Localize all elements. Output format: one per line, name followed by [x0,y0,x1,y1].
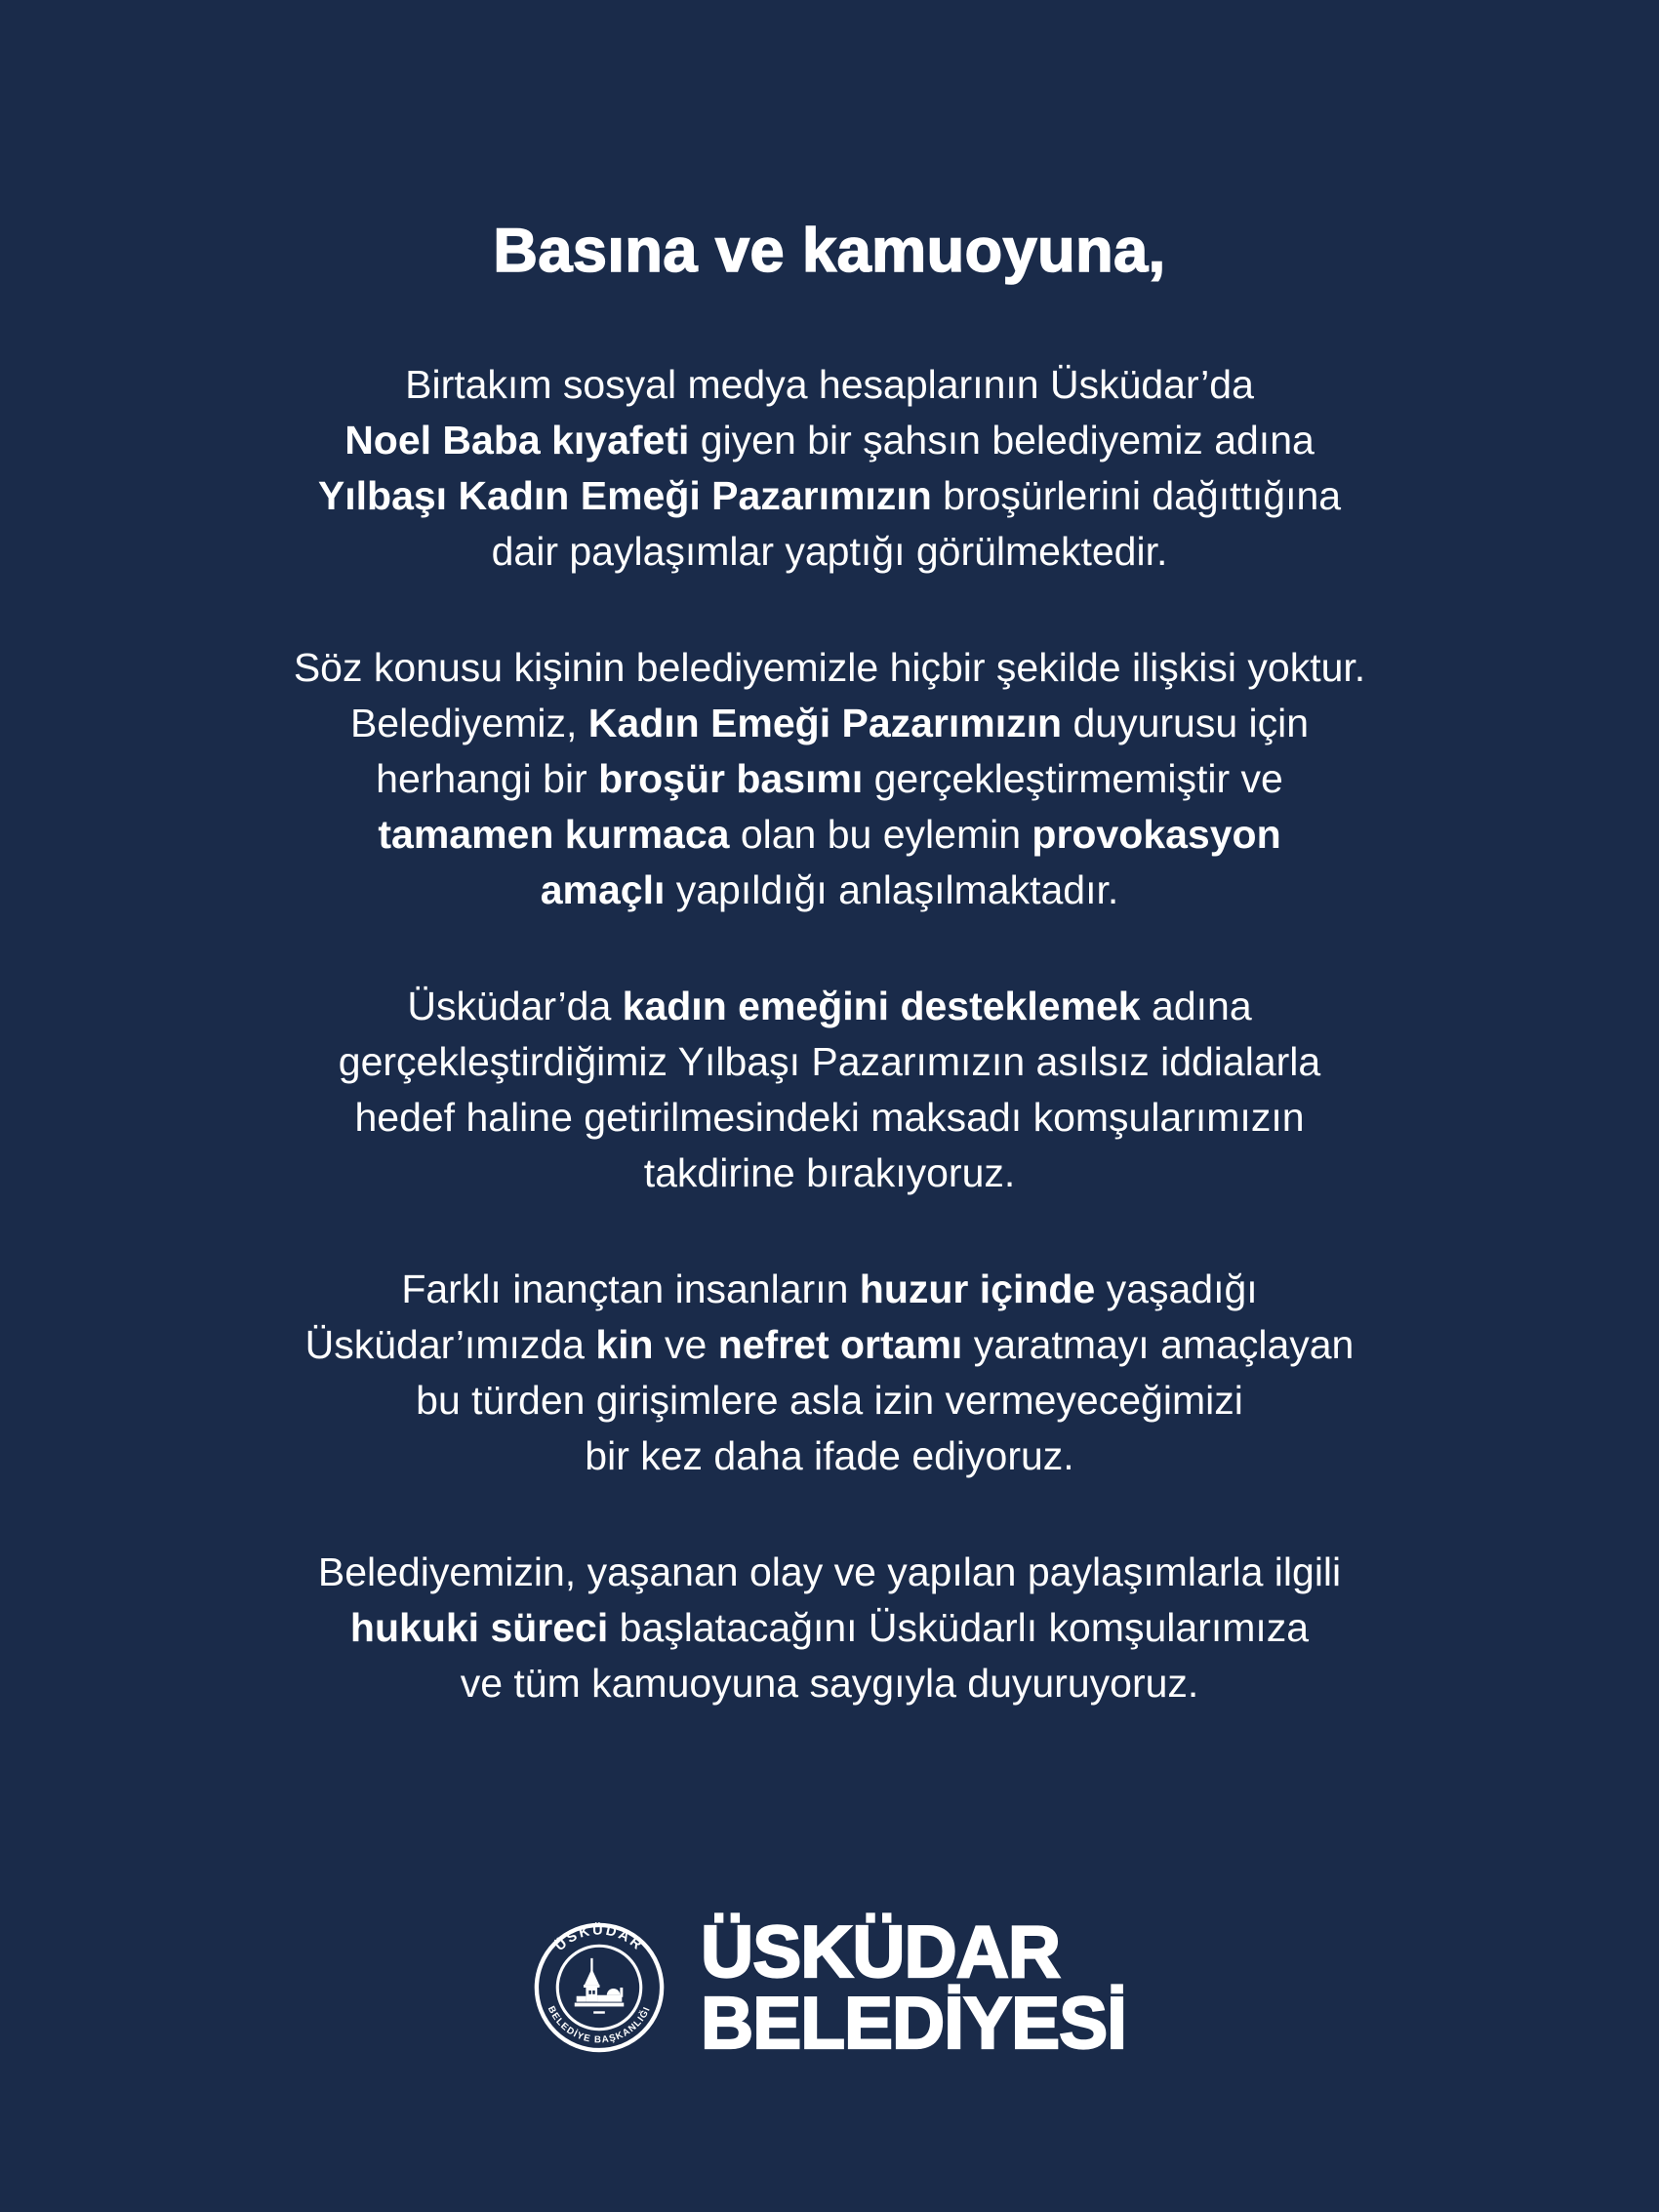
text-line: hedef haline getirilmesindeki maksadı komşularımızın [354,1095,1305,1140]
text-line: takdirine bırakıyoruz. [643,1150,1016,1195]
text-line: Noel Baba kıyafeti giyen bir şahsın belediyemiz adına [344,418,1315,463]
text-line: Birtakım sosyal medya hesaplarının Üsküdar’da [405,362,1254,407]
text-line: dair paylaşımlar yaptığı görülmektedir. [491,529,1168,574]
text-line: Farklı inançtan insanların huzur içinde yaşadığı [401,1267,1258,1311]
wordmark-line-2: BELEDİYESİ [701,1982,1126,2064]
emblem-top-arc-text: ÜSKÜDAR [551,1922,647,1954]
emblem-bottom-arc-text: BELEDİYE BAŞKANLIĞI [545,2004,654,2046]
text-line: Üsküdar’ımızda kin ve nefret ortamı yaratmayı amaçlayan [304,1322,1355,1367]
text-line: Belediyemiz, Kadın Emeği Pazarımızın duyurusu için [349,701,1310,745]
statement-title: Basına ve kamuoyuna, [493,217,1166,285]
text-line: Belediyemizin, yaşanan olay ve yapılan paylaşımlarla ilgili [317,1549,1342,1594]
text-line: herhangi bir broşür basımı gerçekleştirmemiştir ve [376,756,1283,801]
text-line: ve tüm kamuoyuna saygıyla duyuruyoruz. [460,1661,1199,1706]
municipality-logo [0,1910,1659,2064]
text-line: Üsküdar’da kadın emeğini desteklemek adına [407,984,1252,1028]
text-line: amaçlı yapıldığı anlaşılmaktadır. [540,867,1119,912]
paragraph-5 [0,1545,1659,1711]
paragraph-2 [0,640,1659,918]
paragraph-3 [0,979,1659,1201]
uskudar-emblem-seal [533,1921,666,2054]
text-line: hukuki süreci başlatacağını Üsküdarlı komşularımıza [349,1605,1310,1650]
text-line: bu türden girişimlere asla izin vermeyeceğimizi [416,1378,1243,1423]
wordmark-line-1: ÜSKÜDAR [701,1910,1061,1992]
text-line: Yılbaşı Kadın Emeği Pazarımızın broşürlerini dağıttığına [317,473,1342,518]
municipality-wordmark [701,1910,1126,2064]
maiden-tower-icon [575,1958,625,2014]
text-line: Söz konusu kişinin belediyemizle hiçbir şekilde ilişkisi yoktur. [293,645,1366,690]
text-line: bir kez daha ifade ediyoruz. [585,1433,1074,1478]
text-line: tamamen kurmaca olan bu eylemin provokasyon [378,812,1281,857]
text-line: gerçekleştirdiğimiz Yılbaşı Pazarımızın asılsız iddialarla [338,1039,1321,1084]
paragraph-4 [0,1262,1659,1484]
paragraph-1 [0,357,1659,580]
